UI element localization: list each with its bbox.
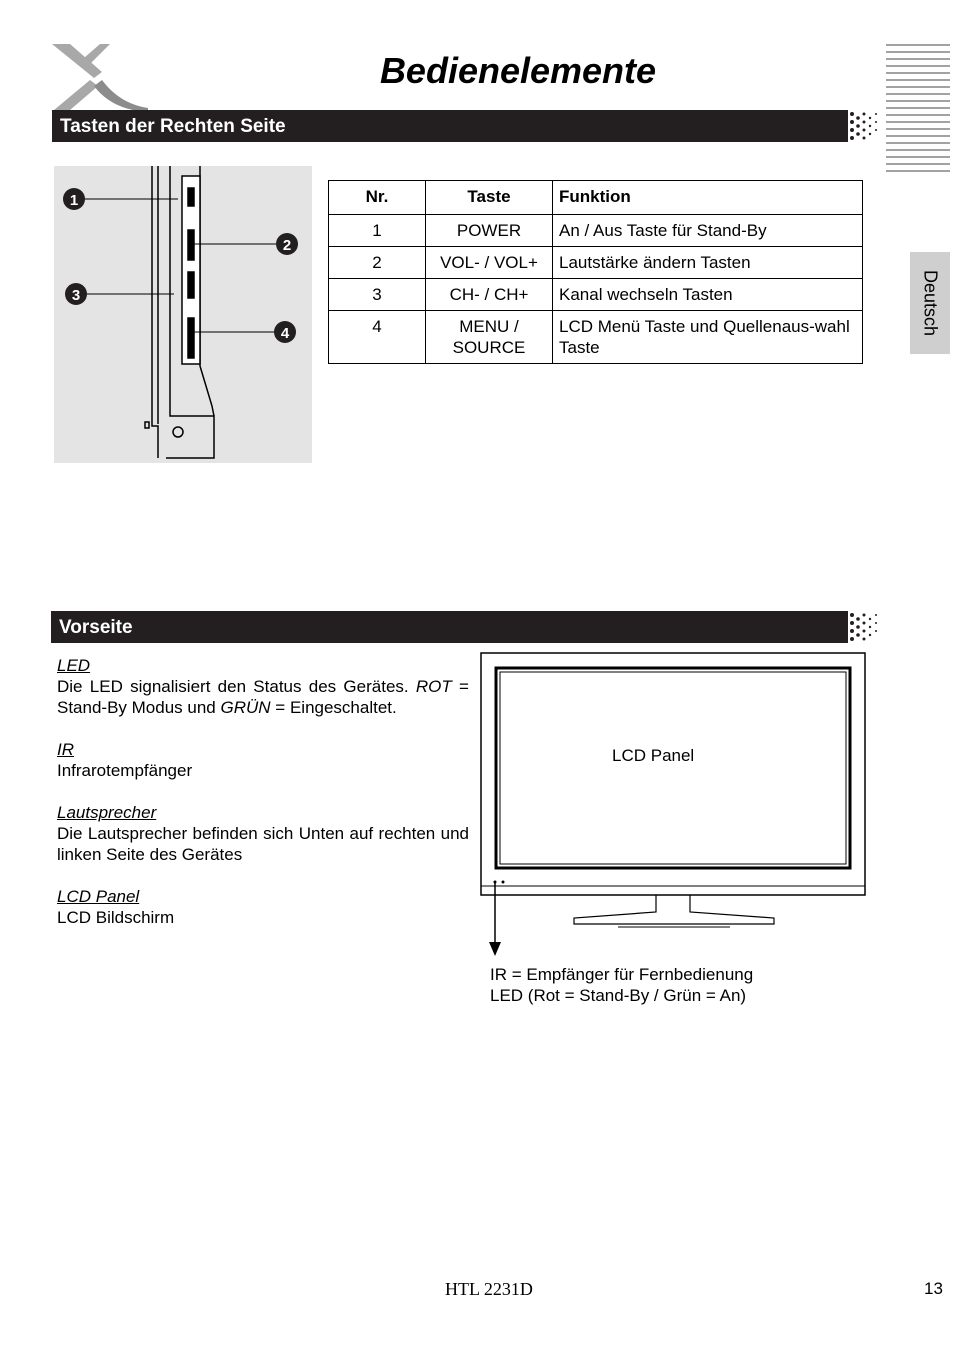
table-cell-taste: VOL- / VOL+ (426, 247, 553, 279)
table-cell-taste: CH- / CH+ (426, 279, 553, 311)
tv-front-diagram (478, 650, 870, 960)
language-tab (910, 252, 950, 354)
table-cell-funktion: An / Aus Taste für Stand-By (553, 215, 863, 247)
table-row (329, 279, 863, 311)
button-function-table (328, 180, 863, 364)
table-cell-nr: 2 (329, 247, 426, 279)
callout-4-label: 4 (280, 325, 290, 342)
ir-description: Infrarotempfänger (57, 761, 193, 780)
table-cell-taste: MENU / SOURCE (426, 311, 553, 364)
table-cell-nr: 3 (329, 279, 426, 311)
lcd-description: LCD Bildschirm (57, 908, 175, 927)
led-text-1: Die LED signalisiert den Status des Gerätes. (57, 677, 409, 696)
led-description (57, 676, 469, 718)
page-number: 13 (924, 1279, 943, 1298)
led-gruen: GRÜN (220, 698, 271, 717)
section-heading-front: Vorseite (51, 611, 848, 643)
heading-dots-decoration (842, 110, 882, 142)
table-cell-taste: POWER (426, 215, 553, 247)
lcd-heading: LCD Panel (57, 887, 140, 906)
ir-led-note (490, 964, 753, 1006)
section-heading-right-side: Tasten der Rechten Seite (52, 110, 848, 142)
callout-2-label: 2 (282, 237, 292, 254)
table-cell-funktion: Lautstärke ändern Tasten (553, 247, 863, 279)
table-row (329, 215, 863, 247)
table-cell-nr: 1 (329, 215, 426, 247)
ir-note-line-2: LED (Rot = Stand-By / Grün = An) (490, 986, 747, 1005)
table-header-funktion: Funktion (553, 181, 863, 215)
lcd-panel-label: LCD Panel (612, 746, 695, 765)
led-heading: LED (57, 656, 91, 675)
ir-heading: IR (57, 740, 74, 759)
table-header-nr: Nr. (329, 181, 426, 215)
ir-note-line-1: IR = Empfänger für Fernbedienung (490, 965, 754, 984)
front-description (57, 655, 469, 949)
led-text-2: = Stand-By Modus und (57, 677, 469, 717)
decorative-stripes (886, 44, 950, 172)
table-header-taste: Taste (426, 181, 553, 215)
callout-1-label: 1 (69, 192, 79, 209)
table-cell-nr: 4 (329, 311, 426, 364)
callout-3-label: 3 (71, 287, 81, 304)
speaker-heading: Lautsprecher (57, 803, 157, 822)
table-cell-funktion: LCD Menü Taste und Quellenaus-wahl Taste (553, 311, 863, 364)
table-header-row (329, 181, 863, 215)
led-rot: ROT (415, 677, 452, 696)
tv-side-view-image (54, 166, 312, 463)
page-title: Bedienelemente (379, 50, 657, 91)
heading-dots-decoration (842, 611, 882, 643)
speaker-description: Die Lautsprecher befinden sich Unten auf rechten und linken Seite des Gerätes (57, 824, 469, 864)
language-tab-label: Deutsch (920, 269, 941, 337)
led-text-3: = Eingeschaltet. (275, 698, 397, 717)
table-row (329, 247, 863, 279)
table-row (329, 311, 863, 364)
table-cell-funktion: Kanal wechseln Tasten (553, 279, 863, 311)
footer-model: HTL 2231D (445, 1279, 533, 1299)
